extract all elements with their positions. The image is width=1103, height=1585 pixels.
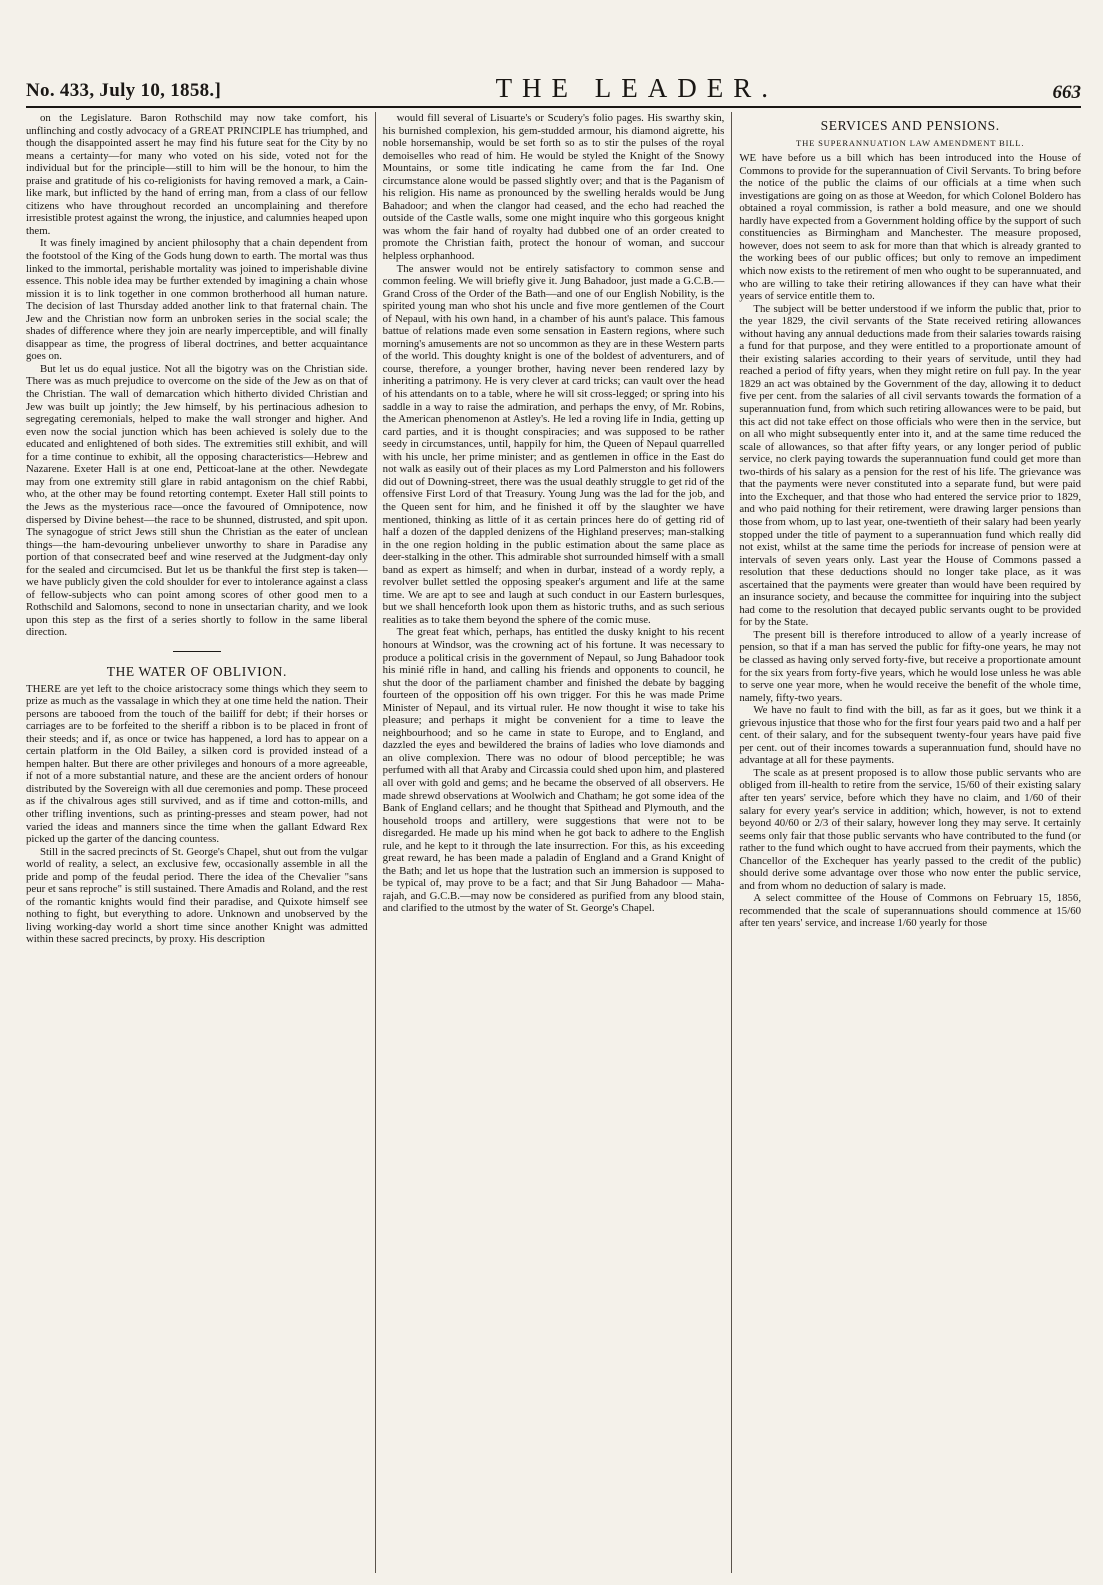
- article-paragraph: It was finely imagined by ancient philosophy that a chain dependent from the footstool of the King of the Gods hung down to earth. The mortal was thus linked to the immortal, perishable mortality was joined to imperishable divine essence. This noble idea may be further extended by imagining a chain whose mission it is to link together in one common brotherhood all human nature. The decision of last Thursday added another link to that fraternal chain. The Jew and the Christian now form an unbroken series in the social scale; the shades of difference where they join are nearly imperceptible, and will finally disappear as time, the progress of liberal doctrines, and better acquaintance goes on.: [26, 237, 368, 363]
- section-heading: THE WATER OF OBLIVION.: [106, 663, 287, 679]
- article-paragraph: would fill several of Lisuarte's or Scudery's folio pages. His swarthy skin, his burnished complexion, his gem-studded armour, his diamond aigrette, his noble horsemanship, would be set forth so as to stir the pulses of the royal demoiselles who read of him. He would be styled the Knight of the Snowy Mountains, or some title indicating he came from the far Ind. One circumstance alone would be passed slightly over; and that is the Paganism of his religion. His name as pronounced by the swelling heralds would be Jung Bahadoor; and when the clangor had ceased, and the echo had reached the outside of the Castle walls, some one might inquire who this gorgeous knight was whom the fair hand of royalty had dubbed one of an order created to promote the Christian faith, protect the honour of woman, and succour helpless orphanhood.: [382, 112, 725, 263]
- article-paragraph: A select committee of the House of Commons on February 15, 1856, recommended that the scale of superannuations should commence at 15/60 after ten years' service, and increase 1/60 yearly for those: [739, 892, 1082, 930]
- article-paragraph: The scale as at present proposed is to allow those public servants who are obliged from ill-health to retire from the service, 15/60 of their existing salary after ten years' service, before which they have no claim, and 1/60 of their salary for every year's service in addition; which, however, is not to extend beyond 40/60 or 2/3 of their salary, however long they may serve. It certainly seems only fair that those public servants who have contributed to the fund (or rather to the fund which ought to have accrued from their payments, which the Chancellor of the Exchequer has yearly passed to the credit of the public) should derive some advantage over those who now enter the public service, and from whom no deduction of salary is made.: [739, 766, 1082, 892]
- section-heading: SERVICES AND PENSIONS.: [820, 118, 1000, 133]
- masthead: [26, 72, 1081, 108]
- article-paragraph: WE have before us a bill which has been introduced into the House of Commons to provide for the superannuation of Civil Servants. To bring before the notice of the public the claims of our officials at a time when such investigations are going on as those at Weedon, for which Colonel Boldero has obtained a royal commission, is rather a bold measure, and one we should hardly have expected from a Government holding office by the support of such constituencies as Birmingham and Manchester. The measure proposed, however, does not seem to ask for more than that which is already granted to the working bees of our public offices; but only to remove an impediment which now exists to the retirement of men who ought to be superannuated, and who are willing to take their retiring allowances if they can have what their years of service entitle them to.: [739, 152, 1082, 303]
- article-columns: [26, 112, 1081, 1573]
- page-number: 663: [1052, 82, 1081, 103]
- article-paragraph: The subject will be better understood if we inform the public that, prior to the year 1829, the civil servants of the State received retiring allowances without having any annual deductions made from their salaries towards raising a fund for that purpose, and they were entitled to a proportionate amount of their existing salaries according to their years of servitude, until they had reached a period of fifty years, when they might retire on full pay. In the year 1829 an act was obtained by the Government of the day, allowing it to deduct five per cent. from the salaries of all civil servants towards the formation of a superannuation fund, from which such retiring allowances were to be paid, but this act did not take effect on those officials who were then in the service, but on all who might subsequently enter into it, and at the same time reduced the scale of allowances, so that after fifty years, or any longer period of public service, no clerk paying towards the superannuation fund could get more than two-thirds of his salary as a pension for the rest of his life. The grievance was that the payments were never constituted into a separate fund, but were paid into the Exchequer, and that those who had entered the service prior to 1829, and who paid nothing for their retirement, were drawing larger pensions than those from whom, up to last year, one-twentieth of their salary had been yearly stopped under the title of payment to a superannuation fund which really did not exist, whilst at the same time the periods for increase of pension were at intervals of seven years only. Last year the House of Commons passed a resolution that these deductions should no longer take place, as it was ascertained that the payments were greater than would have been required by an insurance society, and because the committee for inquiring into the subject had come to the resolution that decayed public servants ought to be provided for by the State.: [739, 302, 1082, 629]
- section-subheading: THE SUPERANNUATION LAW AMENDMENT BILL.: [796, 137, 1025, 148]
- article-paragraph: We have no fault to find with the bill, as far as it goes, but we think it a grievous injustice that those who for the first four years paid two and a half per cent. of their salary, and for the subsequent twenty-four years have paid five per cent. out of their incomes towards a superannuation fund, should have no advantage at all for these payments.: [739, 704, 1082, 767]
- column-1: [26, 112, 375, 1573]
- article-paragraph: The answer would not be entirely satisfactory to common sense and common feeling. We will briefly give it. Jung Bahadoor, just made a G.C.B.—Grand Cross of the Order of the Bath—and one of our English Nobility, is the spirited young man who shot his uncle and five more gentlemen of the Court of Nepaul, with his own hand, in a chamber of his aunt's palace. This famous battue of relations made even some sensation in Eastern regions, where such morning's amusements are not so uncommon as they are in these Western parts of the world. This doughty knight is one of the boldest of adventurers, and of course, therefore, a younger brother, having never been rendered lazy by inheriting a patrimony. He is very clever at card tricks; can vault over the head of his attendants on to a table, where he will sit cross-legged; or spring into his saddle in a way to raise the admiration, and perhaps the envy, of Mr. Robins, the American phenomenon at Astley's. He led a roving life in India, getting up card parties, and it is thought conspiracies; and was supposed to be rather seedy in circumstances, until, happily for him, the Queen of Nepaul quarrelled with his uncle, her prime minister; and as gentlemen in office in the East do not walk as easily out of their places as my Lord Palmerston and his followers did out of Downing-street, there was the usual deathly struggle to get rid of the offensive First Lord of that Treasury. Young Jung was the lad for the job, and the Queen sent for him, and he finished it off by the slaughter we have mentioned, thinking as little of it as certain princes here do of getting rid of half a dozen of the dappled denizens of the Highland preserves; man-stalking in the one region holding in the public estimation about the same place as deer-stalking in the other. This admirable shot surrounded himself with a small band as expert as himself; and when in durbar, instead of a wordy reply, a revolver bullet settled the opposing speaker's argument and life at the same time. We are apt to see and laugh at such conduct in our Eastern burlesques, but we shall henceforth look upon them as historic truths, and as such serious realities as to take them beyond the sphere of the comic muse.: [382, 262, 725, 626]
- article-paragraph: THERE are yet left to the choice aristocracy some things which they seem to prize as much as the vassalage in which they at one time held the nation. Their persons are tabooed from the touch of the bailiff for debt; if their horses or carriages are to be forfeited to the sheriff a ribbon is to be placed in front of their steeds; and if, as once or twice has happened, a lord has to appear on a certain platform in the Old Bailey, a silken cord is provided instead of a hempen halter. But there are other privileges and honours of a more agreeable, if not of a more substantial nature, and these are the ancient orders of honour distributed by the Sovereign with all due ceremonies and pomp. These proceed as if the chivalrous ages still survived, and as if time and cotton-mills, and other trifling inventions, such as printing-presses and steam power, had not varied the ideas and manners since the time when the gallant Edward Rex picked up the garter of the dancing countess.: [26, 682, 368, 846]
- newspaper-title: THE LEADER.: [495, 73, 779, 103]
- article-paragraph: on the Legislature. Baron Rothschild may now take comfort, his unflinching and costly advocacy of a GREAT PRINCIPLE has triumphed, and though the disappointed assert he may find his future seat for the City by no means a certainty—for many who voted on his side, voted not for the individual but for the principle—still to him will be the honour, to him the praise and gratitude of his co-religionists for having removed a mark, a Cain-like mark, but inflicted by the hand of erring man, from a class of our fellow citizens who have throughout recorded an uncomplaining and therefore irresistible protest against the wrong, the injustice, and calumnies heaped upon them.: [26, 112, 368, 237]
- article-paragraph: But let us do equal justice. Not all the bigotry was on the Christian side. There was as much prejudice to overcome on the side of the Jew as on that of the Christian. The wall of demarcation which hitherto divided Christian and Jew was built up jointly; the Jew himself, by his pertinacious adhesion to segregating ceremonials, helped to make the wall stronger and higher. And even now the social junction which has been achieved is solely due to the educated and enlightened of both sides. The extremities still exhibit, and will for a time continue to exhibit, all the opposing characteristics—Hebrew and Nazarene. Exeter Hall is at one end, Petticoat-lane at the other. Newdegate may from one extremity still glare in rabid antagonism on the chief Rabbi, who, at the other may be found retorting contempt. Exeter Hall still points to the Jews as the mysterious race—once the favoured of Omnipotence, now dispersed by Divine behest—the race to be shunned, distrusted, and spit upon. The synagogue of strict Jews still shun the Christian as the eater of unclean things—the ham-devouring unbeliever unworthy to share in Paradise any portion of that consecrated beef and wine reserved at the Judgment-day only for the sealed and circumcised. But let us be thankful the first step is taken—we have publicly given the cold shoulder for ever to intolerance against a class of fellow-subjects who can point among scores of other good men to a Rothschild and Salomons, second to none in unsectarian charity, and we look upon this step as the first of a series shortly to follow in the same liberal direction.: [26, 362, 368, 639]
- article-paragraph: Still in the sacred precincts of St. George's Chapel, shut out from the vulgar world of reality, a select, an exclusive few, occasionally assemble in all the pride and pomp of the feudal period. There the idea of the Chevalier "sans peur et sans reproche" is still sustained. There Amadis and Roland, and the rest of the romantic knights would find their paradise, and Quixote himself see nothing to fight, but everything to adore. Unknown and unobserved by the living working-day world a short time since another Knight was admitted within these sacred precincts, by proxy. His description: [26, 845, 368, 946]
- column-2: [375, 112, 732, 1573]
- article-paragraph: The great feat which, perhaps, has entitled the dusky knight to his recent honours at Windsor, was the crowning act of his fortune. It was necessary to produce a political crisis in the government of Nepaul, so Jung Bahadoor took his minié rifle in hand, and calling his friends and opponents to council, he shut the door of the parliament chamber and finished the debate by bagging fourteen of the opposition off his own trigger. For this he was made Prime Minister of Nepaul, and its virtual ruler. He now thought it wise to take his pleasure; and perhaps it might be convenient for a time to leave the neighbourhood; and so he came in state to Europe, and to England, and dazzled the eyes and bewildered the brains of ladies who love diamonds and an olive complexion. There was no odour of blood perceptible; he was perfumed with all that Araby and Circassia could shed upon him, and plastered all over with gold and gems; and he became the observed of all observers. He made shrewd observations at Woolwich and Chatham; he got some idea of the Bank of England cellars; and he thought that Spithead and Plymouth, and the household troops and artillery, were suggestions that were not to be disregarded. He made up his mind when he got back to adhere to the English rule, and he kept to it through the late insurrection. For this, as his exceeding great reward, he has been made a paladin of England and a Grand Knight of the Bath; and let us hope that the lustration such an immersion is supposed to be typical of, may prove to be a fact; and that Sir Jung Bahadoor — Maha-rajah, and G.C.B.—may now be considered as purified from any blood stain, and clarified to the utmost by the water of St. George's Chapel.: [382, 626, 725, 915]
- article-paragraph: The present bill is therefore introduced to allow of a yearly increase of pension, so that if a man has served the public for fifty-one years, he may not be classed as having only served forty-five, but receive a proportionate amount for the six years from forty-five years, which he would lose unless he was able to serve one year more, when he would receive the benefit of the whole time, namely, fifty-two years.: [739, 628, 1082, 704]
- column-3: [731, 112, 1081, 1573]
- section-divider: [173, 651, 221, 652]
- issue-date: No. 433, July 10, 1858.]: [26, 80, 222, 101]
